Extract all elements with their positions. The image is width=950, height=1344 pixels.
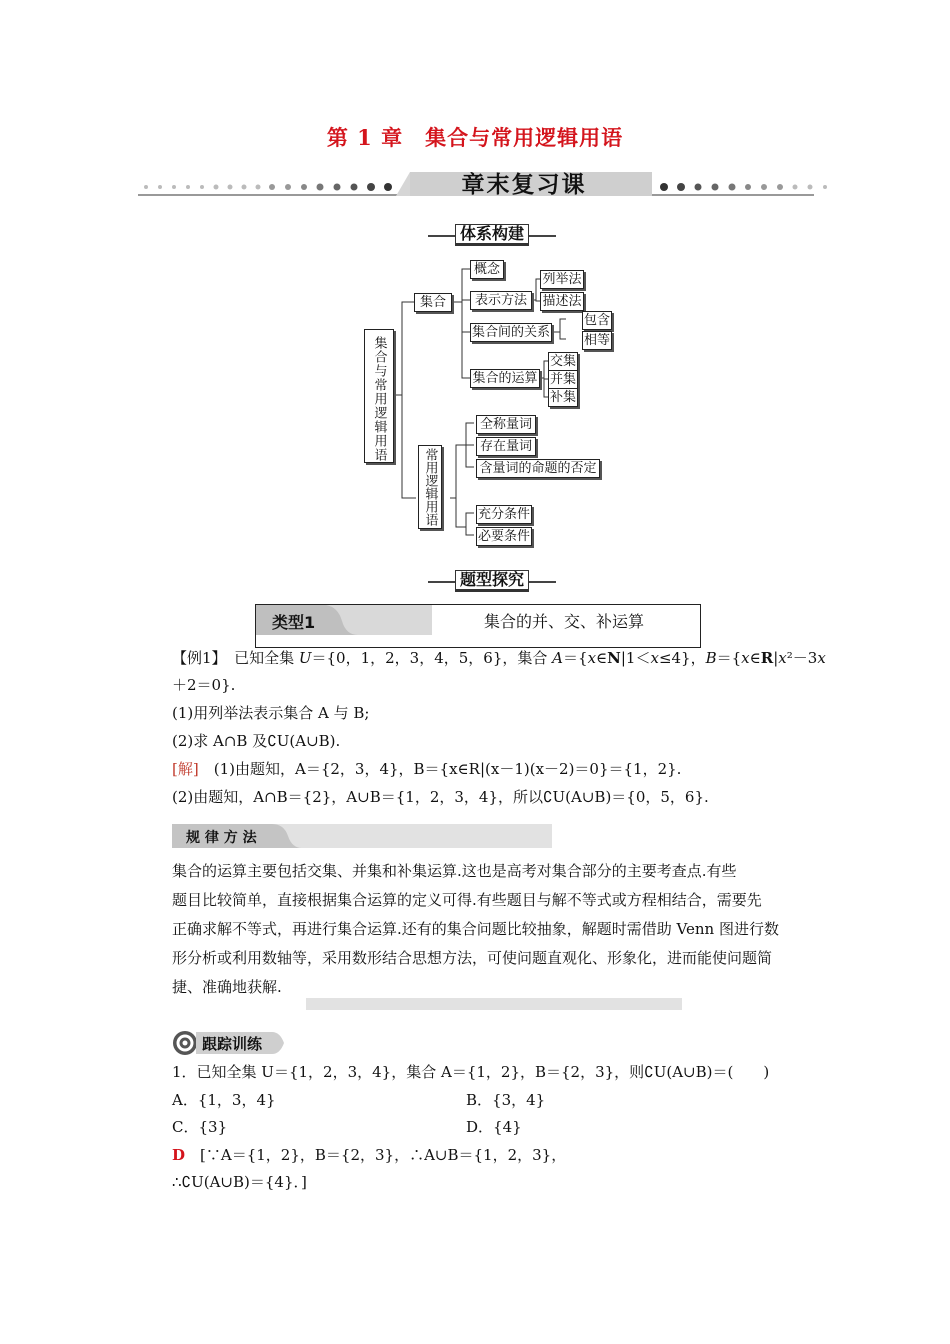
explanation-1: [∵A＝{1，2}，B＝{2，3}，∴A∪B＝{1，2，3}， bbox=[200, 1146, 567, 1164]
option-a: A．{1，3，4} bbox=[172, 1091, 276, 1109]
section-head-2-label: 题型探究 bbox=[455, 570, 529, 592]
ex-var: x bbox=[741, 649, 750, 667]
section-head-1 bbox=[428, 224, 556, 246]
section-banner: 章末复习课 bbox=[461, 172, 587, 198]
ex-var: B bbox=[705, 649, 717, 667]
node-subset: 包含 bbox=[583, 313, 610, 328]
ex-text: ≤4}， bbox=[658, 649, 706, 667]
method-line: 正确求解不等式，再进行集合运算.还有的集合问题比较抽象，解题时需借助 Venn 图进行数 bbox=[172, 920, 779, 938]
option-d: D．{4} bbox=[466, 1118, 522, 1136]
practice-question: 1．已知全集 U＝{1，2，3，4}，集合 A＝{1，2}，B＝{2，3}，则∁U(A∪B)＝( ) bbox=[172, 1063, 770, 1081]
ex-var: x bbox=[650, 649, 659, 667]
ex-text: ∈ bbox=[749, 649, 761, 667]
chapter-title: 第 1 章 集合与常用逻辑用语 bbox=[326, 125, 624, 150]
question-1: (1)用列举法表示集合 A 与 B; bbox=[172, 704, 370, 722]
ex-var: x bbox=[817, 649, 826, 667]
answer-line-1 bbox=[172, 1145, 566, 1165]
node-sets: 集合 bbox=[414, 293, 452, 312]
node-complement: 补集 bbox=[549, 390, 576, 405]
ex-text: ＝{ bbox=[563, 649, 588, 667]
node-list-method: 列举法 bbox=[540, 270, 584, 289]
practice-head: 跟踪训练 bbox=[202, 1035, 263, 1053]
node-sufficient: 充分条件 bbox=[477, 507, 530, 522]
ex-text: | bbox=[773, 649, 779, 667]
method-line: 集合的运算主要包括交集、并集和补集运算.这也是高考对集合部分的主要考查点.有些 bbox=[172, 862, 737, 880]
node-ops: 集合的运算 bbox=[470, 369, 540, 388]
method-line: 捷、准确地获解. bbox=[172, 978, 282, 996]
ex-text: ∈ bbox=[596, 649, 608, 667]
divider-bar bbox=[306, 998, 682, 1010]
method-head: 规 律 方 法 bbox=[186, 830, 257, 846]
node-logic bbox=[418, 445, 442, 529]
node-concept: 概念 bbox=[470, 260, 504, 279]
answer-letter: D bbox=[172, 1146, 186, 1164]
node-equal: 相等 bbox=[583, 333, 610, 348]
solution-text-1: (1)由题知，A＝{2，3，4}，B＝{x∈R|(x－1)(x－2)＝0}＝{1，2}. bbox=[213, 760, 682, 778]
node-negation: 含量词的命题的否定 bbox=[476, 459, 600, 478]
node-necessary: 必要条件 bbox=[477, 529, 530, 544]
ex-text: ²－3 bbox=[786, 649, 818, 667]
solution-tag: [解] bbox=[172, 760, 199, 778]
ex-var: x bbox=[587, 649, 597, 667]
ex-var: A bbox=[552, 649, 564, 667]
node-relation: 集合间的关系 bbox=[471, 325, 550, 340]
ex-text: ＝{ bbox=[716, 649, 742, 667]
tree-root-label: 集合与常用逻辑用语 bbox=[371, 336, 387, 462]
ex-var: U bbox=[298, 649, 312, 667]
question-2: (2)求 A∩B 及∁U(A∪B). bbox=[172, 732, 341, 750]
solution-line-2: (2)由题知，A∩B＝{2}，A∪B＝{1，2，3，4}，所以∁U(A∪B)＝{0，5，6}. bbox=[172, 788, 709, 806]
section-head-1-label: 体系构建 bbox=[455, 224, 529, 246]
target-icon bbox=[172, 1030, 198, 1056]
type1-label: 类型1 bbox=[272, 613, 316, 632]
ex-text: ＝{0，1，2，3，4，5，6}，集合 bbox=[311, 649, 553, 667]
answer-line-2: ∴∁U(A∪B)＝{4}．] bbox=[172, 1173, 307, 1191]
node-logic-label: 常用逻辑用语 bbox=[422, 448, 438, 526]
ex-text: |1＜ bbox=[620, 649, 651, 667]
section-head-2 bbox=[428, 570, 556, 592]
example-line-1 bbox=[172, 648, 826, 668]
node-union: 并集 bbox=[549, 372, 576, 387]
type1-topic: 集合的并、交、补运算 bbox=[484, 612, 645, 631]
example-line-2: ＋2＝0}. bbox=[172, 676, 236, 694]
example-tag: 【例1】 bbox=[172, 649, 220, 667]
node-existential: 存在量词 bbox=[476, 437, 536, 456]
method-paragraph bbox=[172, 857, 822, 1002]
ex-var: x bbox=[778, 649, 787, 667]
ex-set: N bbox=[607, 649, 621, 667]
method-line: 题目比较简单，直接根据集合运算的定义可得.有些题目与解不等式或方程相结合，需要先 bbox=[172, 891, 762, 909]
node-intersect: 交集 bbox=[549, 354, 576, 369]
node-desc-method: 描述法 bbox=[540, 292, 584, 311]
ex-set: R bbox=[760, 649, 774, 667]
tree-root bbox=[364, 329, 394, 463]
node-repr: 表示方法 bbox=[470, 291, 532, 310]
option-c: C．{3} bbox=[172, 1118, 228, 1136]
ex-text: 已知全集 bbox=[234, 649, 299, 667]
node-universal: 全称量词 bbox=[476, 415, 536, 434]
method-line: 形分析或利用数轴等，采用数形结合思想方法，可使问题直观化、形象化，进而能使问题简 bbox=[172, 949, 773, 967]
option-b: B．{3，4} bbox=[466, 1091, 546, 1109]
solution-line-1 bbox=[172, 759, 681, 779]
